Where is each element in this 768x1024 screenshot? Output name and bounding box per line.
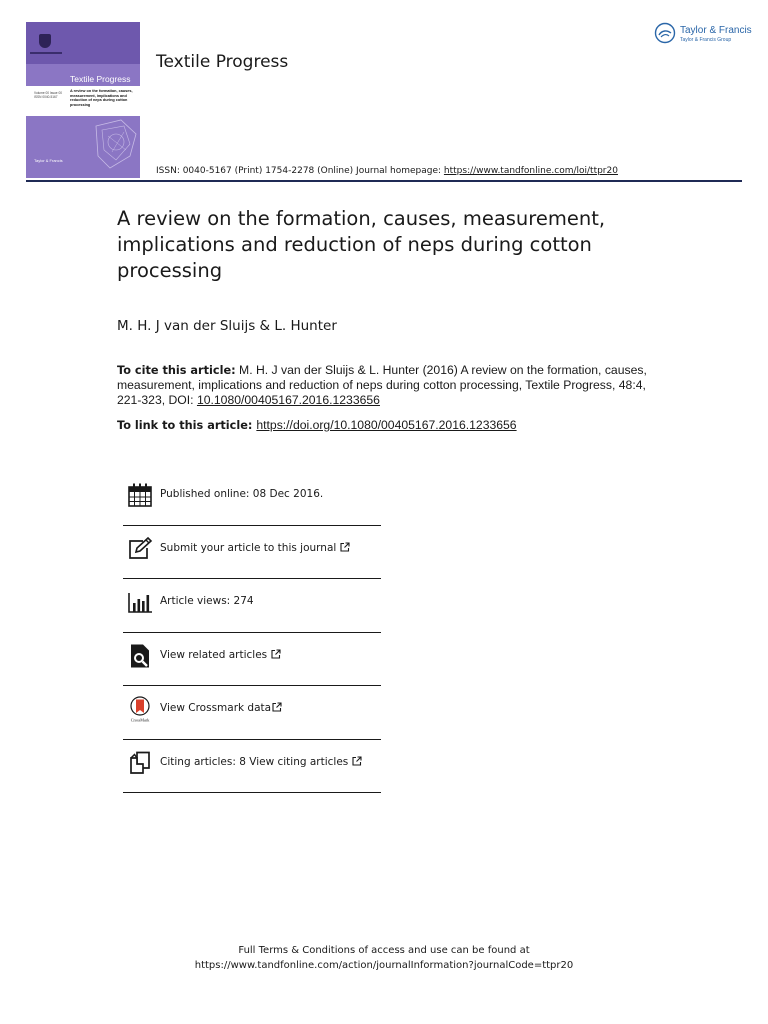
terms-url[interactable]: https://www.tandfonline.com/action/journalInformation?journalCode=ttpr20	[194, 960, 574, 971]
cover-issn: ISSN 0040-5167	[34, 95, 58, 99]
issn-text: ISSN: 0040-5167 (Print) 1754-2278 (Online) Journal homepage:	[156, 166, 444, 176]
cover-publisher-name: Taylor & Francis	[34, 158, 63, 163]
link-label: To link to this article:	[117, 419, 257, 432]
article-doi-link[interactable]: https://doi.org/10.1080/00405167.2016.1233656	[256, 418, 517, 432]
header-divider	[26, 180, 742, 182]
issn-line	[156, 166, 618, 176]
crossmark-label: View Crossmark data	[160, 702, 272, 714]
cover-info-panel	[26, 86, 140, 116]
citing-articles-row[interactable]	[123, 740, 381, 794]
submit-article-label: Submit your article to this journal	[160, 541, 337, 554]
journal-homepage-link[interactable]: https://www.tandfonline.com/loi/ttpr20	[443, 166, 618, 176]
submit-article-link[interactable]	[160, 542, 350, 554]
cover-volume: Volume 00 Issue 00	[34, 91, 62, 95]
article-authors: M. H. J van der Sluijs & L. Hunter	[117, 318, 337, 334]
crossmark-icon-label: CrossMark	[130, 717, 150, 722]
related-articles-link[interactable]	[160, 649, 281, 661]
search-document-icon	[127, 643, 153, 669]
related-articles-label: View related articles	[160, 648, 268, 661]
cover-illustration	[26, 116, 140, 178]
crossmark-link[interactable]	[160, 702, 282, 714]
citing-articles-link[interactable]	[160, 756, 362, 768]
article-title: A review on the formation, causes, measurement, implications and reduction of neps during cotton processing	[117, 207, 606, 282]
article-views-text: Article views: 274	[160, 595, 254, 607]
cover-volume-info	[34, 91, 64, 99]
journal-title: Textile Progress	[156, 52, 289, 72]
cover-journal-title: Textile Progress	[70, 74, 131, 84]
cite-doi-link[interactable]: 10.1080/00405167.2016.1233656	[196, 393, 380, 407]
citation-block	[117, 363, 667, 408]
external-link-icon	[352, 756, 362, 766]
publisher-group: Taylor & Francis Group	[680, 37, 732, 43]
crossmark-row[interactable]	[123, 686, 381, 740]
bar-chart-icon	[127, 589, 153, 615]
cover-article-title: A review on the formation, causes, measurement, implications and reduction of neps during cotton processing	[70, 89, 133, 107]
journal-cover-image	[26, 22, 140, 178]
link-block	[117, 418, 677, 433]
external-link-icon	[272, 702, 282, 712]
article-info-list	[123, 472, 381, 793]
crossmark-icon	[127, 696, 153, 722]
external-link-icon	[340, 542, 350, 552]
related-articles-row[interactable]	[123, 633, 381, 687]
submit-article-row[interactable]	[123, 526, 381, 580]
edit-icon	[127, 536, 153, 562]
cite-label: To cite this article:	[117, 364, 236, 377]
citing-articles-label: Citing articles: 8 View citing articles	[160, 755, 349, 768]
cover-crest-underline	[30, 52, 62, 54]
publisher-logo[interactable]	[654, 22, 752, 48]
taylor-francis-icon	[654, 22, 676, 44]
terms-line: Full Terms & Conditions of access and use can be found at	[238, 945, 530, 956]
cover-crest-icon	[39, 34, 51, 48]
published-online-row	[123, 472, 381, 526]
published-online-text: Published online: 08 Dec 2016.	[160, 488, 324, 500]
external-link-icon	[271, 649, 281, 659]
terms-footer	[0, 943, 768, 973]
cite-text: M. H. J van der Sluijs & L. Hunter (2016) A review on the formation, causes, measurement, implications and reduction of neps during cotton processing, Textile Progress, 48:4, 221-323, DOI:	[117, 363, 647, 407]
calendar-icon	[127, 482, 153, 508]
citing-documents-icon	[127, 750, 153, 776]
cover-publisher-logo	[34, 158, 63, 163]
publisher-name: Taylor & Francis	[680, 25, 752, 36]
article-views-row	[123, 579, 381, 633]
